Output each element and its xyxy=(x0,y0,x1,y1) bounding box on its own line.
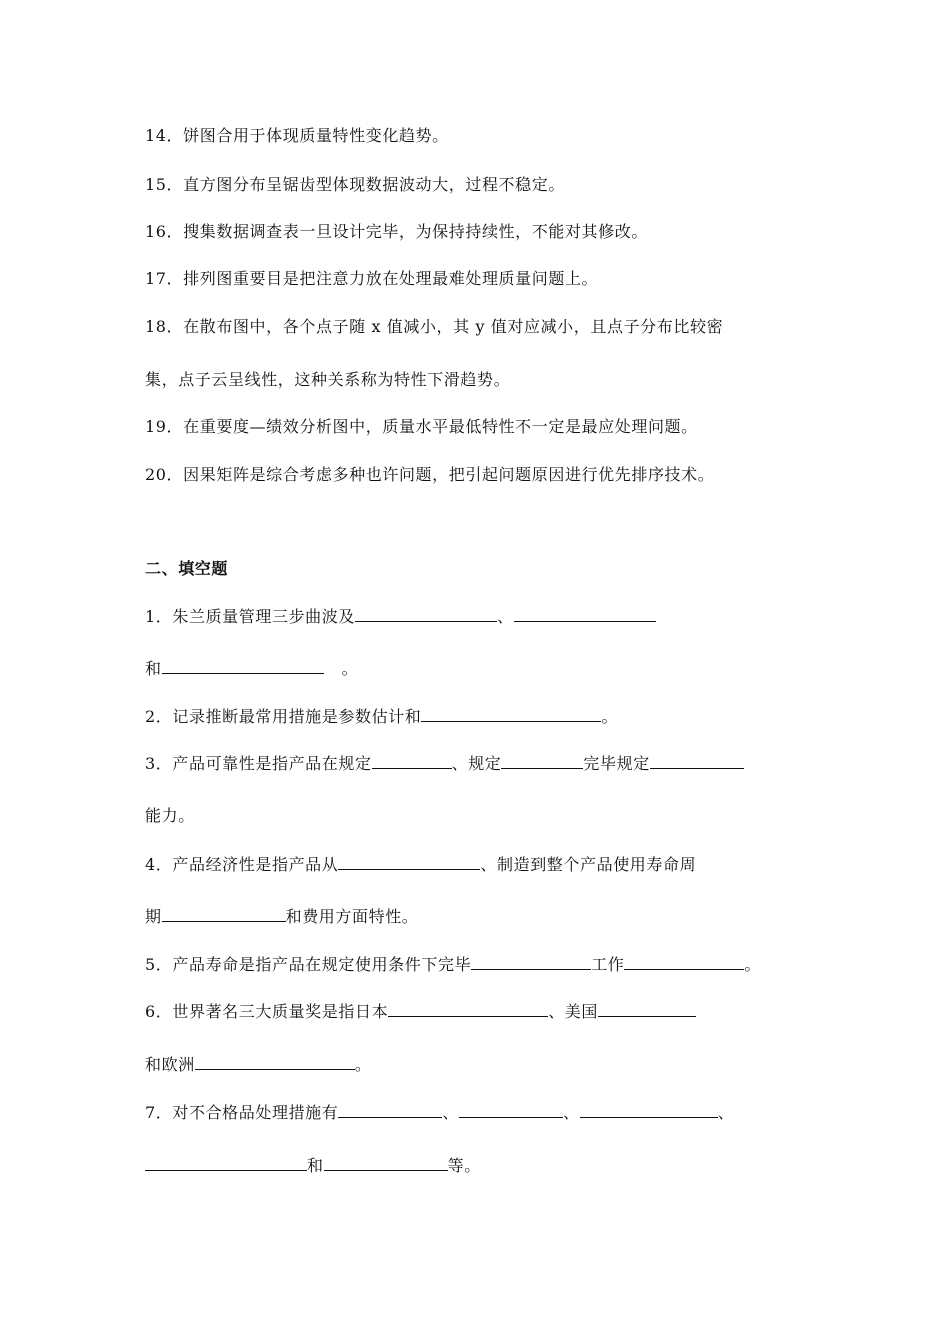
separator: 、 xyxy=(496,607,514,626)
fill-q1-and: 和 xyxy=(145,659,162,678)
blank-field[interactable] xyxy=(421,704,601,722)
fill-question-4 xyxy=(145,852,696,877)
fill-q7-and: 和 xyxy=(307,1156,324,1175)
blank-field[interactable] xyxy=(459,1100,563,1118)
fill-q6-text-b: 、美国 xyxy=(548,1002,598,1021)
fill-question-6-line-2 xyxy=(145,1052,371,1077)
fill-question-1 xyxy=(145,604,656,629)
question-17: 17．排列图重要目是把注意力放在处理最难处理质量问题上。 xyxy=(145,269,599,288)
blank-field[interactable] xyxy=(338,1100,442,1118)
section-heading-fill-in: 二、填空题 xyxy=(145,559,229,578)
question-15: 15．直方图分布呈锯齿型体现数据波动大，过程不稳定。 xyxy=(145,175,565,194)
fill-q3-text-c: 完毕规定 xyxy=(583,754,650,773)
blank-field[interactable] xyxy=(338,852,480,870)
period: 。 xyxy=(601,707,618,726)
fill-q2-text: 2．记录推断最常用措施是参数估计和 xyxy=(145,707,422,726)
fill-q4-text-d: 和费用方面特性。 xyxy=(285,907,419,926)
fill-q4-text-b: 、制造到整个产品使用寿命周 xyxy=(480,855,697,874)
fill-q4-text: 4．产品经济性是指产品从 xyxy=(145,855,339,874)
fill-q5-text-b: 工作 xyxy=(591,955,625,974)
question-14: 14．饼图合用于体现质量特性变化趋势。 xyxy=(145,126,449,145)
period: 。 xyxy=(744,955,761,974)
blank-field[interactable] xyxy=(514,604,656,622)
separator: 、 xyxy=(442,1103,459,1122)
blank-field[interactable] xyxy=(388,999,548,1017)
fill-question-3 xyxy=(145,751,744,776)
fill-question-7 xyxy=(145,1100,734,1125)
blank-field[interactable] xyxy=(598,999,696,1017)
fill-q6-text-c: 和欧洲 xyxy=(145,1055,195,1074)
question-18-line-2: 集，点子云呈线性，这种关系称为特性下滑趋势。 xyxy=(145,370,511,389)
blank-field[interactable] xyxy=(650,751,744,769)
blank-field[interactable] xyxy=(471,952,591,970)
separator: 、 xyxy=(563,1103,580,1122)
question-20: 20．因果矩阵是综合考虑多种也许问题，把引起问题原因进行优先排序技术。 xyxy=(145,465,715,484)
blank-field[interactable] xyxy=(355,604,497,622)
fill-q4-text-c: 期 xyxy=(145,907,162,926)
question-16: 16．搜集数据调查表一旦设计完毕，为保持持续性，不能对其修改。 xyxy=(145,222,648,241)
period: 。 xyxy=(354,1055,372,1074)
blank-field[interactable] xyxy=(195,1052,355,1070)
blank-field[interactable] xyxy=(162,904,286,922)
fill-q3-text-b: 、规定 xyxy=(451,754,502,773)
fill-question-4-line-2 xyxy=(145,904,418,929)
fill-q7-end: 等。 xyxy=(447,1156,481,1175)
fill-question-7-line-2 xyxy=(145,1153,481,1178)
fill-q7-text: 7．对不合格品处理措施有 xyxy=(145,1103,339,1122)
blank-field[interactable] xyxy=(501,751,583,769)
blank-field[interactable] xyxy=(145,1153,307,1171)
question-19: 19．在重要度—绩效分析图中，质量水平最低特性不一定是最应处理问题。 xyxy=(145,417,698,436)
fill-question-2 xyxy=(145,704,618,729)
blank-field[interactable] xyxy=(580,1100,718,1118)
fill-question-3-line-2: 能力。 xyxy=(145,806,195,825)
fill-q5-text: 5．产品寿命是指产品在规定使用条件下完毕 xyxy=(145,955,472,974)
blank-field[interactable] xyxy=(162,656,324,674)
fill-q3-text: 3．产品可靠性是指产品在规定 xyxy=(145,754,372,773)
fill-q1-text: 1．朱兰质量管理三步曲波及 xyxy=(145,607,355,626)
blank-field[interactable] xyxy=(372,751,452,769)
blank-field[interactable] xyxy=(624,952,744,970)
question-18-line-1: 18．在散布图中，各个点子随 x 值减小，其 y 值对应减小，且点子分布比较密 xyxy=(145,317,724,336)
fill-question-5 xyxy=(145,952,761,977)
fill-q6-text: 6．世界著名三大质量奖是指日本 xyxy=(145,1002,389,1021)
blank-field[interactable] xyxy=(324,1153,448,1171)
fill-question-6 xyxy=(145,999,696,1024)
fill-question-1-line-2 xyxy=(145,656,358,681)
period: 。 xyxy=(341,659,359,678)
separator: 、 xyxy=(717,1103,735,1122)
